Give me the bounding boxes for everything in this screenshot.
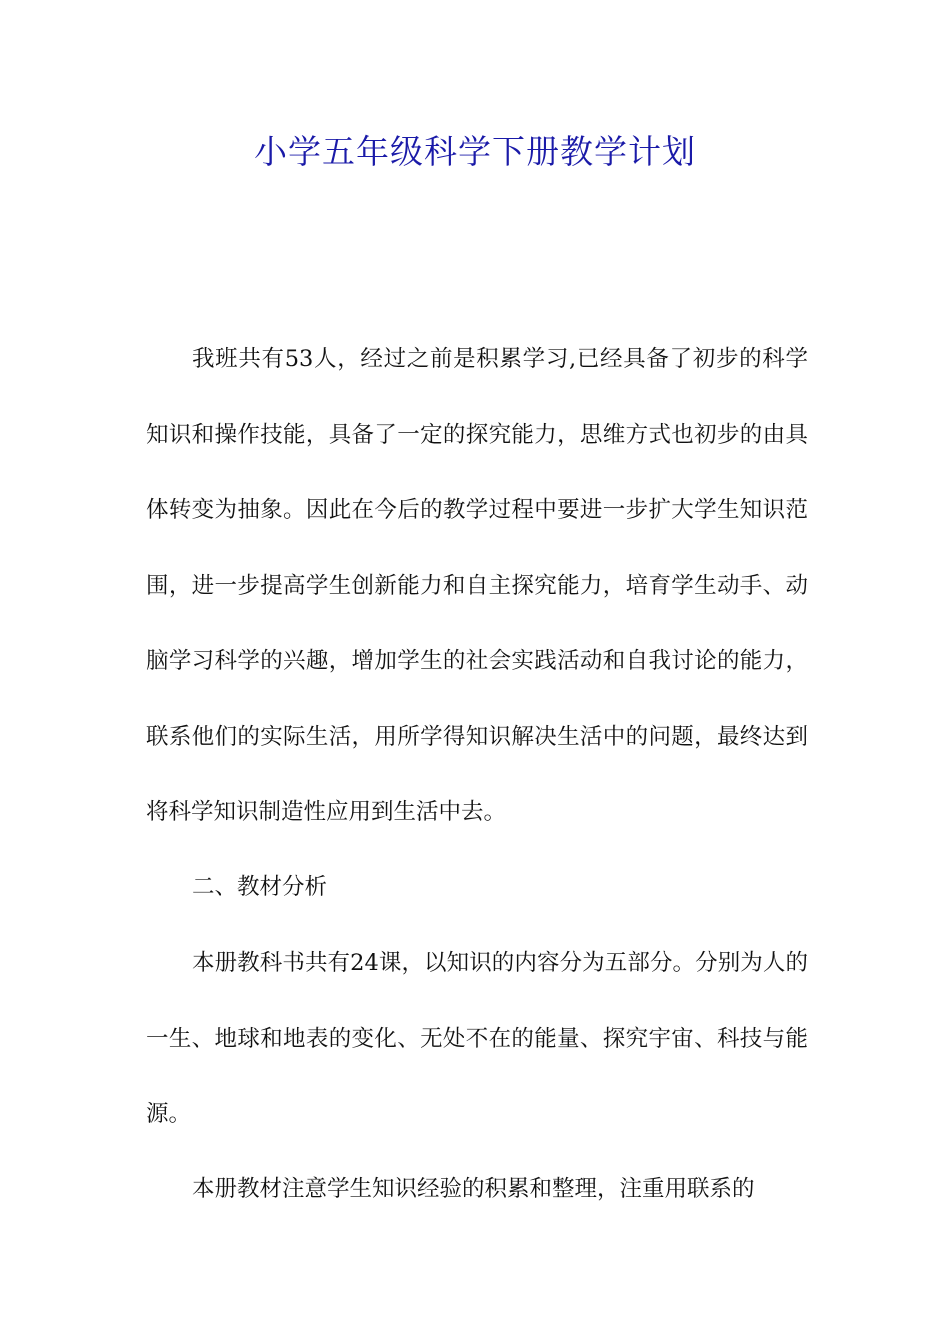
paragraph-class-overview: 我班共有53人，经过之前是积累学习,已经具备了初步的科学知识和操作技能，具备了一定的探究能力，思维方式也初步的由具体转变为抽象。因此在今后的教学过程中要进一步扩大学生知识范围，进一步提高学生创新能力和自主探究能力，培育学生动手、动脑学习科学的兴趣，增加学生的社会实践活动和自我讨论的能力，联系他们的实际生活，用所学得知识解决生活中的问题，最终达到将科学知识制造性应用到生活中去。 [146, 346, 808, 825]
paragraph-textbook-focus: 本册教材注意学生知识经验的积累和整理，注重用联系的 [192, 1176, 755, 1202]
section-heading-textbook-analysis: 二、教材分析 [192, 874, 328, 900]
paragraph-textbook-contents: 本册教科书共有24课，以知识的内容分为五部分。分别为人的一生、地球和地表的变化、无处不在的能量、探究宇宙、科技与能源。 [146, 950, 808, 1127]
document-title: 小学五年级科学下册教学计划 [254, 132, 696, 171]
